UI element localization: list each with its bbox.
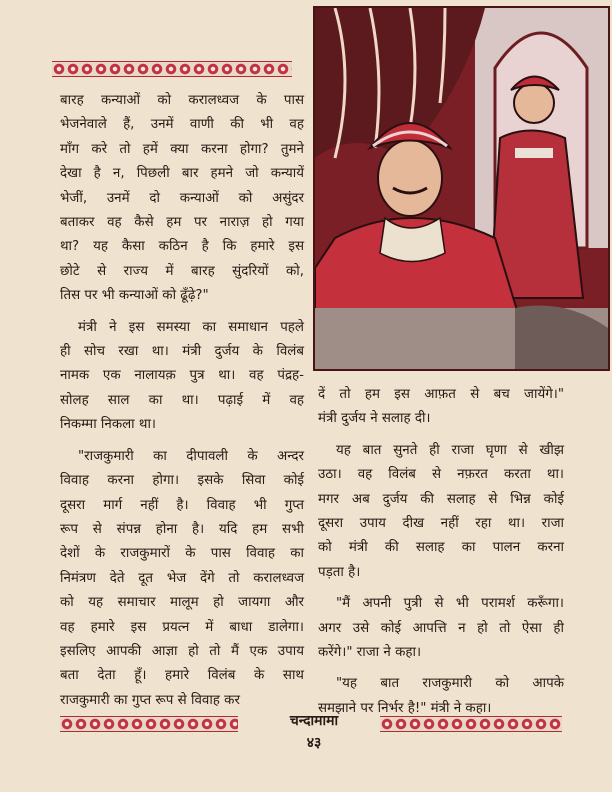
text-line: करेंगे।" राजा ने कहा। [318, 645, 422, 661]
text-line: को मंत्री की सलाह का पालन करना [318, 540, 564, 556]
text-line: देशों के राजकुमारों के पास विवाह का [60, 546, 304, 562]
left-text-column [60, 89, 304, 713]
decorative-border-bottom-right [380, 716, 562, 732]
text-line: नामक एक नालायक़ पुत्र था। वह पंद्रह- [60, 368, 304, 384]
text-line: उठा। वह विलंब से नफ़रत करता था। [318, 467, 564, 483]
text-line: वह हमारे इस प्रयत्न में बाधा डालेगा। [60, 619, 304, 635]
text-line: "यह बात राजकुमारी को आपके [336, 676, 564, 692]
paragraph [60, 89, 304, 309]
magazine-title: चन्दामामा [289, 713, 339, 729]
paragraph [318, 383, 564, 432]
text-line: भेजनेवाले हैं, उनमें वाणी की भी वह [60, 117, 304, 133]
text-line: रूप से संपन्न होना है। यदि हम सभी [60, 521, 304, 537]
text-line: समझाने पर निर्भर है!" मंत्री ने कहा। [318, 700, 492, 716]
text-line: अगर उसे कोई आपत्ति न हो तो ऐसा ही [318, 620, 564, 636]
text-line: इसलिए आपकी आज्ञा हो तो मैं एक उपाय [60, 643, 304, 659]
text-line: दूसरा मार्ग नहीं है। विवाह भी गुप्त [60, 497, 304, 513]
text-line: निकम्मा निकला था। [60, 417, 157, 433]
paragraph [60, 316, 304, 438]
text-line: छोटे से राज्य में बारह सुंदरियों को, [60, 263, 304, 279]
text-line: बता देता हूँ। हमारे विलंब के साथ [60, 668, 304, 684]
text-line: मंत्री दुर्जय ने सलाह दी। [318, 411, 431, 427]
story-illustration [313, 6, 610, 371]
text-line: मगर अब दुर्जय की सलाह से भिन्न कोई [318, 491, 564, 507]
text-line: दूसरा उपाय दीख नहीं रहा था। राजा [318, 516, 564, 532]
text-line: तिस पर भी कन्याओं को ढूँढ़े?" [60, 288, 209, 304]
text-line: दें तो हम इस आफ़त से बच जायेंगे।" [318, 387, 564, 402]
paragraph [318, 439, 564, 585]
paragraph [60, 445, 304, 713]
text-line: बताकर वह कैसे हम पर नाराज़ हो गया [60, 215, 304, 231]
text-line: ही सोच रखा था। मंत्री दुर्जय के विलंब [60, 344, 304, 360]
king-and-minister-illustration [315, 8, 608, 369]
text-line: भेजीं, उनमें दो कन्याओं को असुंदर [60, 190, 304, 206]
decorative-border-bottom-left [60, 716, 238, 732]
text-line: सोलह साल का था। पढ़ाई में वह [60, 392, 304, 408]
text-line: बारह कन्याओं को करालध्वज के पास [60, 93, 304, 108]
text-line: राजकुमारी का गुप्त रूप से विवाह कर [60, 692, 240, 708]
text-line: "मैं अपनी पुत्री से भी परामर्श करूँगा। [336, 596, 564, 612]
text-line: को यह समाचार मालूम हो जायगा और [60, 595, 304, 611]
right-text-column [318, 383, 564, 721]
text-line: मंत्री ने इस समस्या का समाधान पहले [78, 319, 304, 335]
text-line: विवाह करना होगा। इसके सिवा कोई [60, 473, 304, 489]
text-line: देखा है न, पिछली बार हमने जो कन्यायें [60, 166, 304, 182]
text-line: "राजकुमारी का दीपावली के अन्दर [78, 448, 304, 464]
text-line: पड़ता है। [318, 564, 361, 580]
page-number: ४३ [306, 735, 322, 751]
text-line: था? यह कैसा कठिन है कि हमारे इस [60, 239, 304, 255]
text-line: माँग करे तो हमें क्या करना होगा? तुमने [60, 141, 304, 157]
decorative-border-top [52, 61, 292, 77]
paragraph [318, 592, 564, 665]
text-line: निमंत्रण देते दूत भेज देंगे तो करालध्वज [60, 570, 304, 586]
text-line: यह बात सुनते ही राजा घृणा से खीझ [336, 442, 564, 458]
